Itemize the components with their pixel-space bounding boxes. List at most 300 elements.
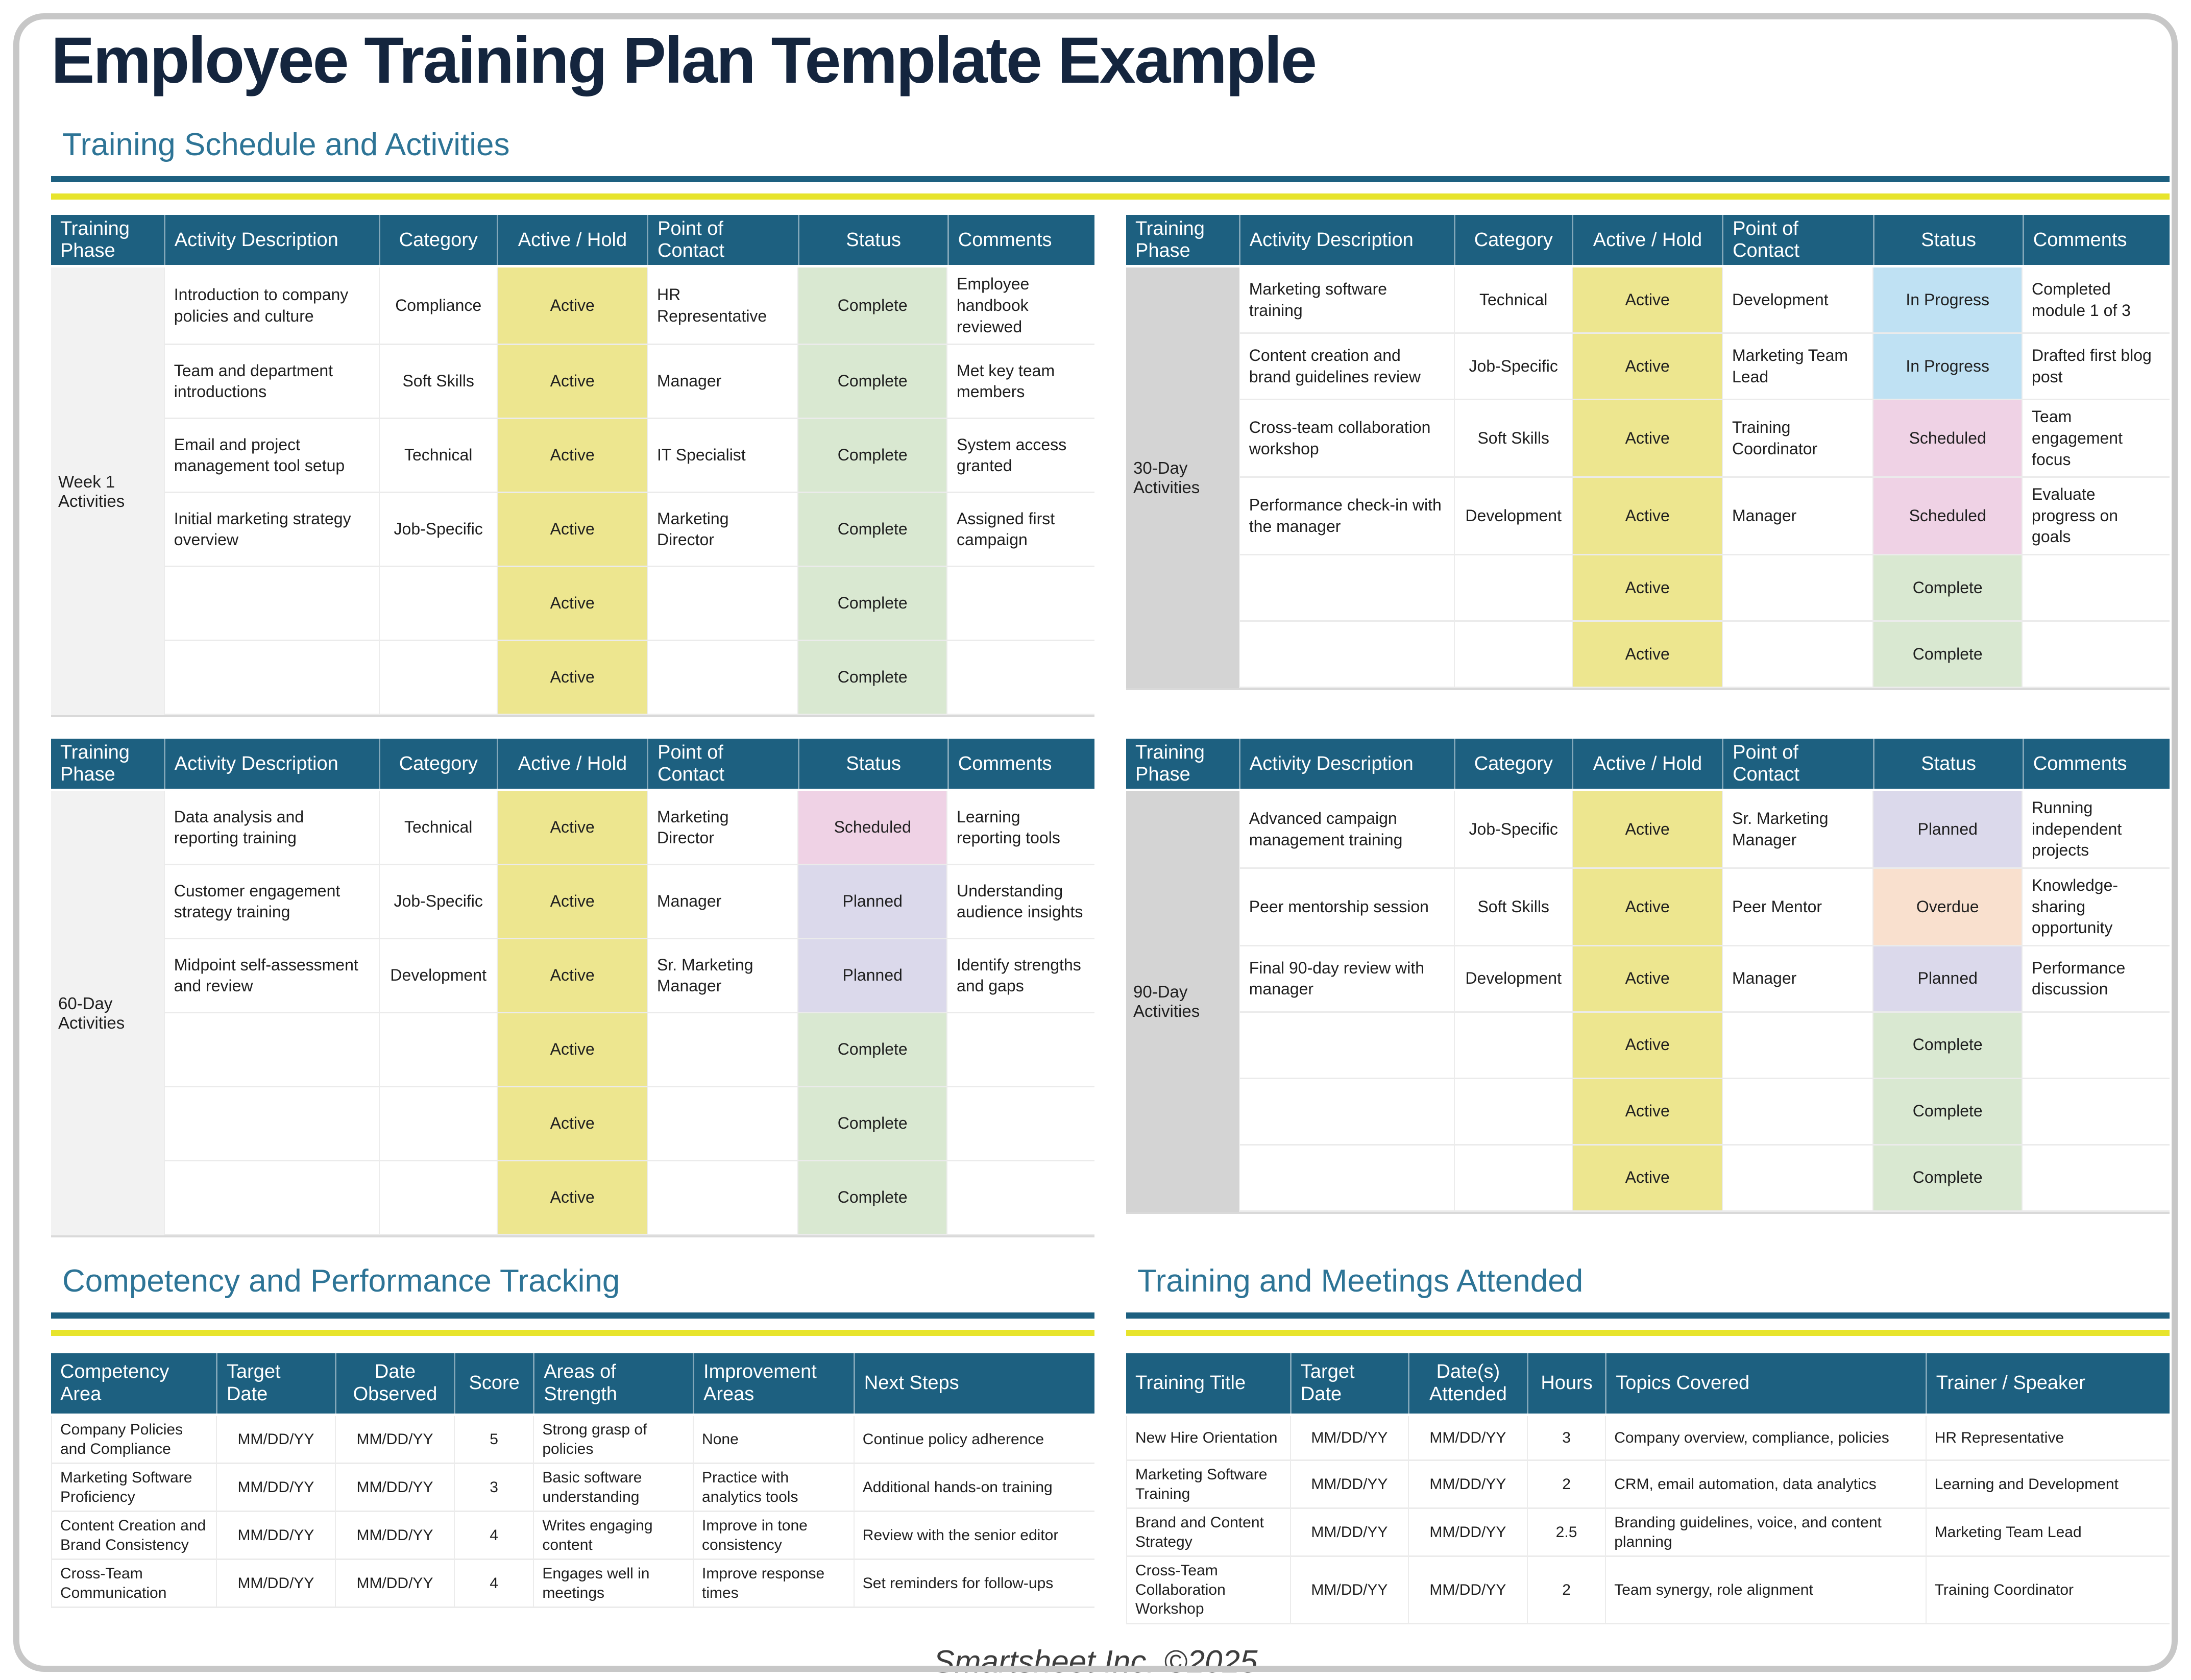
target-date-cell: MM/DD/YY xyxy=(1290,1509,1408,1557)
activity-cell: Marketing software training xyxy=(1239,267,1454,334)
phase-cell xyxy=(1126,267,1239,688)
training-title-cell: Cross-Team Collaboration Workshop xyxy=(1126,1557,1290,1624)
status-cell: Planned xyxy=(1872,791,2022,869)
category-cell xyxy=(1454,622,1572,688)
column-header: Category xyxy=(379,739,497,789)
active-hold-cell: Active xyxy=(497,493,647,567)
activity-cell xyxy=(164,567,379,641)
active-hold-cell: Active xyxy=(1572,400,1722,478)
contact-cell: IT Specialist xyxy=(647,419,797,493)
meetings-section xyxy=(1126,1263,2170,1634)
category-cell xyxy=(379,641,497,715)
active-hold-cell: Active xyxy=(1572,267,1722,334)
active-hold-cell: Active xyxy=(497,419,647,493)
table-row xyxy=(164,1161,1094,1235)
competency-section xyxy=(51,1263,1094,1634)
column-header: Competency Area xyxy=(60,1361,169,1405)
date-observed-cell: MM/DD/YY xyxy=(335,1512,454,1560)
activity-cell xyxy=(1239,1146,1454,1212)
activity-cell xyxy=(164,641,379,715)
column-header: Areas of Strength xyxy=(533,1353,693,1414)
active-hold-cell: Active xyxy=(497,345,647,419)
category-cell: Technical xyxy=(379,419,497,493)
contact-cell: Training Coordinator xyxy=(1722,400,1872,478)
column-header: Comments xyxy=(2023,215,2170,265)
comments-cell xyxy=(946,1013,1094,1087)
target-date-cell: MM/DD/YY xyxy=(216,1560,335,1608)
table-row xyxy=(164,641,1094,715)
column-header: Comments xyxy=(2023,739,2170,789)
contact-cell xyxy=(1722,1013,1872,1079)
contact-cell xyxy=(1722,622,1872,688)
score-cell: 4 xyxy=(454,1560,533,1608)
topics-covered-cell: Branding guidelines, voice, and content planning xyxy=(1605,1509,1926,1557)
trainer-speaker-cell: Training Coordinator xyxy=(1926,1557,2170,1624)
hours-cell: 2.5 xyxy=(1527,1509,1605,1557)
date-observed-cell: MM/DD/YY xyxy=(335,1464,454,1512)
score-cell: 3 xyxy=(454,1464,533,1512)
category-cell: Development xyxy=(379,939,497,1013)
status-cell: Planned xyxy=(797,939,946,1013)
dates-attended-cell: MM/DD/YY xyxy=(1408,1557,1527,1624)
strength-cell: Writes engaging content xyxy=(533,1512,693,1560)
table-row xyxy=(164,419,1094,493)
column-header: Activity Description xyxy=(164,215,379,265)
column-header: Activity Description xyxy=(164,739,379,789)
table-row xyxy=(51,1464,1094,1512)
status-cell: Complete xyxy=(797,567,946,641)
comments-cell xyxy=(946,567,1094,641)
activity-cell: Performance check-in with the manager xyxy=(1239,478,1454,555)
status-cell: Complete xyxy=(797,1013,946,1087)
column-header: Next Steps xyxy=(854,1353,1094,1414)
category-cell: Compliance xyxy=(379,267,497,345)
comments-cell: Performance discussion xyxy=(2022,946,2170,1013)
activity-cell xyxy=(1239,555,1454,622)
active-hold-cell: Active xyxy=(497,791,647,865)
next-steps-cell: Review with the senior editor xyxy=(854,1512,1094,1560)
activity-cell xyxy=(1239,622,1454,688)
comments-cell: Team engagement focus xyxy=(2022,400,2170,478)
active-hold-cell: Active xyxy=(1572,555,1722,622)
status-cell: Complete xyxy=(1872,1013,2022,1079)
section-title-competency: Competency and Performance Tracking xyxy=(62,1263,620,1299)
table-row xyxy=(164,1013,1094,1087)
contact-cell xyxy=(647,1013,797,1087)
status-cell: Planned xyxy=(1872,946,2022,1013)
table-row xyxy=(1239,334,2170,400)
table-row xyxy=(1239,478,2170,555)
comments-cell: Learning reporting tools xyxy=(946,791,1094,865)
contact-cell: Manager xyxy=(1722,478,1872,555)
table-header-row xyxy=(51,739,1094,791)
column-header: Point of Contact xyxy=(1722,215,1873,265)
target-date-cell: MM/DD/YY xyxy=(216,1416,335,1464)
competency-table xyxy=(51,1353,1094,1617)
table-header-row xyxy=(1126,1353,2170,1416)
category-cell: Job-Specific xyxy=(379,865,497,939)
status-cell: Complete xyxy=(797,267,946,345)
target-date-cell: MM/DD/YY xyxy=(1290,1557,1408,1624)
topics-covered-cell: CRM, email automation, data analytics xyxy=(1605,1461,1926,1509)
active-hold-cell: Active xyxy=(1572,946,1722,1013)
training-table-60day xyxy=(51,739,1094,1237)
category-cell: Soft Skills xyxy=(1454,400,1572,478)
contact-cell: HR Representative xyxy=(647,267,797,345)
improvement-cell: None xyxy=(693,1416,854,1464)
next-steps-cell: Set reminders for follow-ups xyxy=(854,1560,1094,1608)
hours-cell: 2 xyxy=(1527,1557,1605,1624)
comments-cell: Met key team members xyxy=(946,345,1094,419)
table-row xyxy=(1239,1079,2170,1146)
status-cell: Overdue xyxy=(1872,869,2022,946)
table-row xyxy=(164,865,1094,939)
active-hold-cell: Active xyxy=(1572,869,1722,946)
category-cell xyxy=(379,1161,497,1235)
phase-label: 60-Day Activities xyxy=(58,994,125,1033)
column-header: Improvement Areas xyxy=(693,1353,854,1414)
activity-cell: Cross-team collaboration workshop xyxy=(1239,400,1454,478)
table-row xyxy=(164,791,1094,865)
category-cell xyxy=(1454,555,1572,622)
column-header: Point of Contact xyxy=(647,215,798,265)
target-date-cell: MM/DD/YY xyxy=(216,1464,335,1512)
status-cell: Complete xyxy=(1872,622,2022,688)
activity-cell: Customer engagement strategy training xyxy=(164,865,379,939)
section-title-meetings: Training and Meetings Attended xyxy=(1137,1263,1584,1299)
category-cell: Development xyxy=(1454,946,1572,1013)
column-header: Active / Hold xyxy=(497,739,647,789)
comments-cell xyxy=(2022,1079,2170,1146)
comments-cell xyxy=(946,1087,1094,1161)
training-tables-grid xyxy=(51,215,2170,1237)
status-cell: Complete xyxy=(797,345,946,419)
date-observed-cell: MM/DD/YY xyxy=(335,1560,454,1608)
activity-cell: Introduction to company policies and culture xyxy=(164,267,379,345)
comments-cell: Running independent projects xyxy=(2022,791,2170,869)
comments-cell xyxy=(946,1161,1094,1235)
contact-cell xyxy=(647,1087,797,1161)
active-hold-cell: Active xyxy=(497,865,647,939)
contact-cell: Sr. Marketing Manager xyxy=(647,939,797,1013)
column-header: Point of Contact xyxy=(647,739,798,789)
status-cell: Complete xyxy=(797,641,946,715)
active-hold-cell: Active xyxy=(497,567,647,641)
divider-teal xyxy=(51,176,2170,182)
status-cell: In Progress xyxy=(1872,334,2022,400)
column-header: Date Observed xyxy=(335,1353,454,1414)
divider-yellow xyxy=(51,1330,1094,1336)
contact-cell xyxy=(647,641,797,715)
table-row xyxy=(1239,400,2170,478)
table-row xyxy=(164,567,1094,641)
training-table-90day xyxy=(1126,739,2170,1237)
table-row xyxy=(1239,791,2170,869)
activity-cell: Email and project management tool setup xyxy=(164,419,379,493)
category-cell: Job-Specific xyxy=(1454,791,1572,869)
column-header: Training Phase xyxy=(1135,218,1205,262)
contact-cell: Manager xyxy=(647,865,797,939)
status-cell: In Progress xyxy=(1872,267,2022,334)
table-row xyxy=(1239,869,2170,946)
contact-cell: Manager xyxy=(647,345,797,419)
activity-cell xyxy=(1239,1013,1454,1079)
strength-cell: Strong grasp of policies xyxy=(533,1416,693,1464)
table-row xyxy=(1239,1013,2170,1079)
column-header: Category xyxy=(379,215,497,265)
active-hold-cell: Active xyxy=(497,641,647,715)
phase-label: 30-Day Activities xyxy=(1133,458,1200,497)
phase-cell xyxy=(51,791,164,1235)
comments-cell: System access granted xyxy=(946,419,1094,493)
comments-cell: Understanding audience insights xyxy=(946,865,1094,939)
improvement-cell: Practice with analytics tools xyxy=(693,1464,854,1512)
column-header: Score xyxy=(454,1353,533,1414)
topics-covered-cell: Company overview, compliance, policies xyxy=(1605,1416,1926,1461)
comments-cell xyxy=(946,641,1094,715)
category-cell: Job-Specific xyxy=(1454,334,1572,400)
table-row xyxy=(1239,622,2170,688)
comments-cell: Evaluate progress on goals xyxy=(2022,478,2170,555)
dates-attended-cell: MM/DD/YY xyxy=(1408,1509,1527,1557)
training-title-cell: New Hire Orientation xyxy=(1126,1416,1290,1461)
comments-cell: Completed module 1 of 3 xyxy=(2022,267,2170,334)
phase-label: Week 1 Activities xyxy=(58,472,125,510)
status-cell: Complete xyxy=(797,1087,946,1161)
competency-area-cell: Marketing Software Proficiency xyxy=(51,1464,216,1512)
target-date-cell: MM/DD/YY xyxy=(216,1512,335,1560)
contact-cell xyxy=(1722,1079,1872,1146)
table-row xyxy=(1126,1509,2170,1557)
table-row xyxy=(51,1416,1094,1464)
column-header: Hours xyxy=(1527,1353,1605,1414)
score-cell: 5 xyxy=(454,1416,533,1464)
active-hold-cell: Active xyxy=(1572,791,1722,869)
activity-cell: Team and department introductions xyxy=(164,345,379,419)
active-hold-cell: Active xyxy=(497,1087,647,1161)
clipped-table-row xyxy=(1126,1624,2170,1634)
table-header-row xyxy=(51,215,1094,267)
table-row xyxy=(164,493,1094,567)
category-cell xyxy=(1454,1146,1572,1212)
comments-cell xyxy=(2022,1013,2170,1079)
active-hold-cell: Active xyxy=(497,267,647,345)
category-cell xyxy=(379,1087,497,1161)
table-row xyxy=(1239,946,2170,1013)
column-header: Topics Covered xyxy=(1605,1353,1926,1414)
dates-attended-cell: MM/DD/YY xyxy=(1408,1416,1527,1461)
activity-cell: Content creation and brand guidelines review xyxy=(1239,334,1454,400)
divider-teal xyxy=(1126,1312,2170,1319)
trainer-speaker-cell: HR Representative xyxy=(1926,1416,2170,1461)
contact-cell: Manager xyxy=(1722,946,1872,1013)
training-table-week1 xyxy=(51,215,1094,717)
category-cell xyxy=(379,567,497,641)
training-title-cell: Marketing Software Training xyxy=(1126,1461,1290,1509)
table-row xyxy=(1239,555,2170,622)
column-header: Training Phase xyxy=(60,218,130,262)
column-header: Category xyxy=(1454,215,1572,265)
category-cell: Technical xyxy=(1454,267,1572,334)
strength-cell: Engages well in meetings xyxy=(533,1560,693,1608)
column-header: Comments xyxy=(947,739,1094,789)
target-date-cell: MM/DD/YY xyxy=(1290,1416,1408,1461)
activity-cell: Initial marketing strategy overview xyxy=(164,493,379,567)
meetings-table xyxy=(1126,1353,2170,1634)
comments-cell xyxy=(2022,1146,2170,1212)
contact-cell: Marketing Director xyxy=(647,493,797,567)
table-row xyxy=(1126,1557,2170,1624)
contact-cell: Sr. Marketing Manager xyxy=(1722,791,1872,869)
active-hold-cell: Active xyxy=(1572,1146,1722,1212)
section-title-schedule: Training Schedule and Activities xyxy=(62,127,510,163)
category-cell xyxy=(379,1013,497,1087)
column-header: Target Date xyxy=(1290,1353,1408,1414)
status-cell: Planned xyxy=(797,865,946,939)
activity-cell xyxy=(164,1161,379,1235)
table-row xyxy=(51,1512,1094,1560)
activity-cell xyxy=(164,1013,379,1087)
active-hold-cell: Active xyxy=(497,1013,647,1087)
next-steps-cell: Additional hands-on training xyxy=(854,1464,1094,1512)
phase-cell xyxy=(1126,791,1239,1212)
column-header: Date(s) Attended xyxy=(1408,1353,1527,1414)
active-hold-cell: Active xyxy=(1572,334,1722,400)
category-cell: Technical xyxy=(379,791,497,865)
column-header: Target Date xyxy=(216,1353,335,1414)
column-header: Status xyxy=(798,215,947,265)
phase-cell xyxy=(51,267,164,715)
contact-cell xyxy=(1722,1146,1872,1212)
table-row xyxy=(164,939,1094,1013)
activity-cell xyxy=(1239,1079,1454,1146)
column-header: Active / Hold xyxy=(1572,739,1722,789)
divider-teal xyxy=(51,1312,1094,1319)
page-title: Employee Training Plan Template Example xyxy=(51,24,1316,97)
topics-covered-cell: Team synergy, role alignment xyxy=(1605,1557,1926,1624)
column-header: Status xyxy=(1873,739,2022,789)
status-cell: Complete xyxy=(797,419,946,493)
hours-cell: 2 xyxy=(1527,1461,1605,1509)
competency-area-cell: Cross-Team Communication xyxy=(51,1560,216,1608)
table-row xyxy=(1126,1416,2170,1461)
table-header-row xyxy=(1126,215,2170,267)
status-cell: Complete xyxy=(1872,1146,2022,1212)
table-row xyxy=(164,1087,1094,1161)
bottom-sections-grid xyxy=(51,1263,2170,1634)
dates-attended-cell: MM/DD/YY xyxy=(1408,1461,1527,1509)
table-row xyxy=(1239,1146,2170,1212)
divider-yellow xyxy=(51,193,2170,200)
status-cell: Complete xyxy=(797,1161,946,1235)
column-header: Training Phase xyxy=(60,742,130,786)
hours-cell: 3 xyxy=(1527,1416,1605,1461)
competency-area-cell: Content Creation and Brand Consistency xyxy=(51,1512,216,1560)
status-cell: Scheduled xyxy=(1872,400,2022,478)
comments-cell: Drafted first blog post xyxy=(2022,334,2170,400)
column-header: Activity Description xyxy=(1239,215,1454,265)
column-header: Training Phase xyxy=(1135,742,1205,786)
status-cell: Complete xyxy=(797,493,946,567)
column-header: Category xyxy=(1454,739,1572,789)
column-header: Active / Hold xyxy=(497,215,647,265)
status-cell: Complete xyxy=(1872,1079,2022,1146)
contact-cell xyxy=(1722,555,1872,622)
table-row xyxy=(51,1560,1094,1608)
next-steps-cell: Continue policy adherence xyxy=(854,1416,1094,1464)
column-header: Trainer / Speaker xyxy=(1926,1353,2170,1414)
status-cell: Complete xyxy=(1872,555,2022,622)
improvement-cell: Improve in tone consistency xyxy=(693,1512,854,1560)
competency-area-cell: Company Policies and Compliance xyxy=(51,1416,216,1464)
score-cell: 4 xyxy=(454,1512,533,1560)
active-hold-cell: Active xyxy=(497,939,647,1013)
trainer-speaker-cell: Learning and Development xyxy=(1926,1461,2170,1509)
table-header-row xyxy=(51,1353,1094,1416)
activity-cell xyxy=(164,1087,379,1161)
contact-cell: Marketing Team Lead xyxy=(1722,334,1872,400)
training-table-30day xyxy=(1126,215,2170,717)
comments-cell: Assigned first campaign xyxy=(946,493,1094,567)
activity-cell: Advanced campaign management training xyxy=(1239,791,1454,869)
category-cell: Soft Skills xyxy=(1454,869,1572,946)
table-row xyxy=(1126,1461,2170,1509)
improvement-cell: Improve response times xyxy=(693,1560,854,1608)
phase-label: 90-Day Activities xyxy=(1133,982,1200,1020)
category-cell xyxy=(1454,1079,1572,1146)
table-row xyxy=(164,267,1094,345)
column-header: Point of Contact xyxy=(1722,739,1873,789)
active-hold-cell: Active xyxy=(1572,1013,1722,1079)
activity-cell: Data analysis and reporting training xyxy=(164,791,379,865)
table-header-row xyxy=(1126,739,2170,791)
active-hold-cell: Active xyxy=(1572,622,1722,688)
divider-yellow xyxy=(1126,1330,2170,1336)
column-header: Activity Description xyxy=(1239,739,1454,789)
active-hold-cell: Active xyxy=(1572,478,1722,555)
activity-cell: Final 90-day review with manager xyxy=(1239,946,1454,1013)
column-header: Training Title xyxy=(1135,1372,1246,1394)
clipped-table-row xyxy=(51,1608,1094,1617)
date-observed-cell: MM/DD/YY xyxy=(335,1416,454,1464)
active-hold-cell: Active xyxy=(497,1161,647,1235)
comments-cell: Employee handbook reviewed xyxy=(946,267,1094,345)
column-header: Active / Hold xyxy=(1572,215,1722,265)
contact-cell: Peer Mentor xyxy=(1722,869,1872,946)
column-header: Status xyxy=(798,739,947,789)
footer-copyright: Smartsheet Inc. ©2025 xyxy=(933,1644,1258,1679)
category-cell xyxy=(1454,1013,1572,1079)
category-cell: Development xyxy=(1454,478,1572,555)
status-cell: Scheduled xyxy=(1872,478,2022,555)
column-header: Status xyxy=(1873,215,2022,265)
status-cell: Scheduled xyxy=(797,791,946,865)
comments-cell: Knowledge-sharing opportunity xyxy=(2022,869,2170,946)
training-title-cell: Brand and Content Strategy xyxy=(1126,1509,1290,1557)
table-row xyxy=(164,345,1094,419)
trainer-speaker-cell: Marketing Team Lead xyxy=(1926,1509,2170,1557)
contact-cell: Marketing Director xyxy=(647,791,797,865)
activity-cell: Peer mentorship session xyxy=(1239,869,1454,946)
comments-cell xyxy=(2022,622,2170,688)
contact-cell: Development xyxy=(1722,267,1872,334)
category-cell: Soft Skills xyxy=(379,345,497,419)
target-date-cell: MM/DD/YY xyxy=(1290,1461,1408,1509)
contact-cell xyxy=(647,567,797,641)
active-hold-cell: Active xyxy=(1572,1079,1722,1146)
activity-cell: Midpoint self-assessment and review xyxy=(164,939,379,1013)
column-header: Comments xyxy=(947,215,1094,265)
